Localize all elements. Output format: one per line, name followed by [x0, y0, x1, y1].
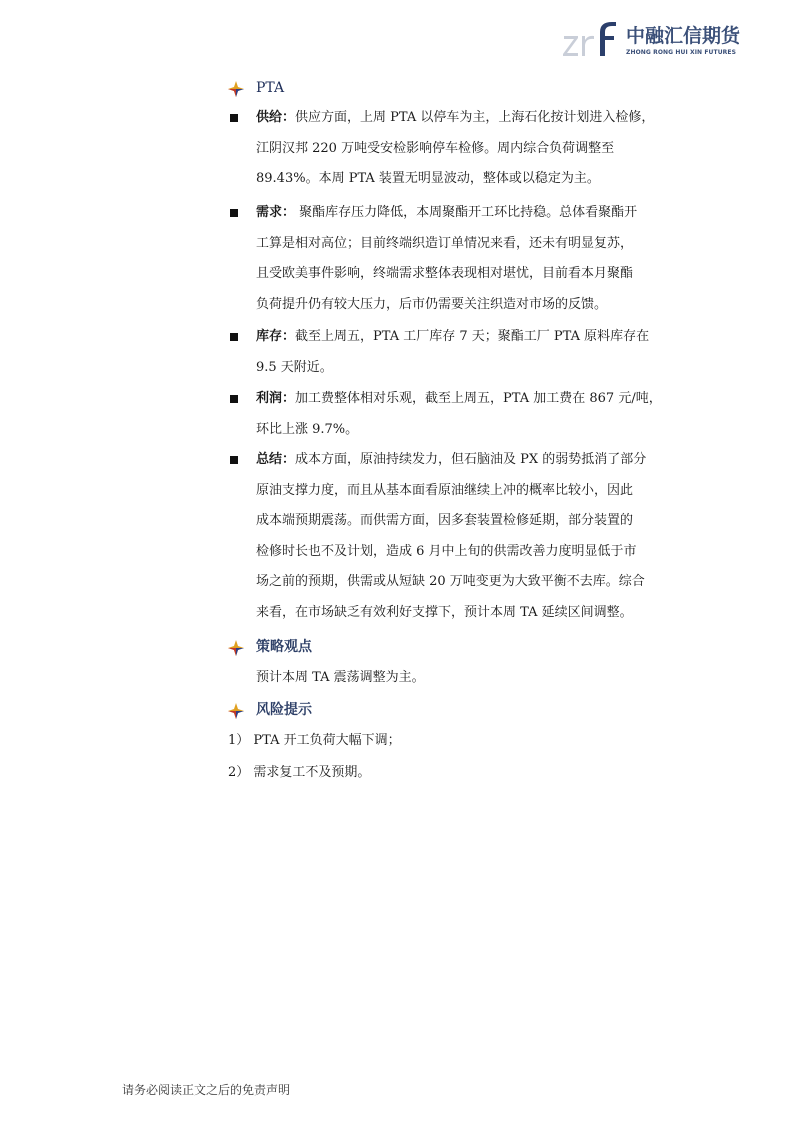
strategy-text: 预计本周 TA 震荡调整为主。 — [256, 670, 425, 685]
section-title: PTA — [256, 80, 285, 96]
footer-disclaimer: 请务必阅读正文之后的免责声明 — [122, 1083, 291, 1097]
bullet-line: 供给：供应方面，上周 PTA 以停车为主，上海石化按计划进入检修， — [256, 110, 655, 125]
section-marker-icon — [228, 703, 244, 719]
bullet-square-icon — [230, 395, 238, 403]
bullet-label: 供给： — [256, 110, 296, 125]
bullet-line: 工算是相对高位；目前终端织造订单情况来看，还未有明显复苏， — [256, 235, 634, 251]
bullet-line: 且受欧美事件影响，终端需求整体表现相对堪忧，目前看本月聚酯 — [256, 266, 634, 281]
bullet-label: 需求： — [256, 205, 296, 220]
bullet-line: 原油支撑力度，而且从基本面看原油继续上冲的概率比较小，因此 — [256, 482, 634, 498]
bullet-line: 负荷提升仍有较大压力，后市仍需要关注织造对市场的反馈。 — [256, 296, 608, 312]
bullet-line: 成本端预期震荡。而供需方面，因多套装置检修延期，部分装置的 — [256, 513, 634, 528]
bullet-line: 检修时长也不及计划，造成 6 月中上旬的供需改善力度明显低于市 — [256, 543, 637, 559]
risk-item-text: 需求复工不及预期。 — [253, 765, 371, 780]
risk-item-number: 2） — [228, 765, 250, 780]
bullet-line: 环比上涨 9.7%。 — [256, 421, 359, 437]
section-title: 风险提示 — [256, 702, 312, 718]
bullet-line: 库存：截至上周五，PTA 工厂库存 7 天；聚酯工厂 PTA 原料库存在 — [256, 329, 650, 344]
bullet-line: 江阴汉邦 220 万吨受安检影响停车检修。周内综合负荷调整至 — [256, 140, 615, 156]
bullet-square-icon — [230, 456, 238, 464]
bullet-line: 总结：成本方面，原油持续发力，但石脑油及 PX 的弱势抵消了部分 — [256, 452, 647, 467]
bullet-line: 来看，在市场缺乏有效利好支撑下，预计本周 TA 延续区间调整。 — [256, 604, 633, 620]
bullet-label: 库存： — [256, 329, 296, 344]
bullet-square-icon — [230, 209, 238, 217]
bullet-square-icon — [230, 114, 238, 122]
risk-item-text: PTA 开工负荷大幅下调； — [253, 733, 401, 748]
risk-item — [228, 728, 401, 754]
bullet-line: 需求： 聚酯库存压力降低，本周聚酯开工环比持稳。总体看聚酯开 — [256, 205, 638, 220]
risk-item — [228, 760, 370, 786]
section-marker-icon — [228, 81, 244, 97]
logo-chinese-name: 中融汇信期货 — [626, 25, 741, 47]
risk-item-number: 1） — [228, 733, 250, 748]
bullet-label: 利润： — [256, 391, 296, 406]
logo-english-name: ZHONG RONG HUI XIN FUTURES — [626, 49, 737, 56]
bullet-line: 利润：加工费整体相对乐观，截至上周五，PTA 加工费在 867 元/吨， — [256, 391, 662, 406]
bullet-square-icon — [230, 333, 238, 341]
bullet-line: 场之前的预期，供需或从短缺 20 万吨变更为大致平衡不去库。综合 — [256, 574, 645, 589]
bullet-line: 89.43%。本周 PTA 装置无明显波动，整体或以稳定为主。 — [256, 171, 600, 186]
section-title: 策略观点 — [256, 639, 312, 655]
section-marker-icon — [228, 640, 244, 656]
zrf-logo-mark-icon — [562, 18, 624, 62]
bullet-label: 总结： — [256, 452, 296, 467]
bullet-line: 9.5 天附近。 — [256, 359, 333, 375]
company-logo — [562, 18, 752, 62]
